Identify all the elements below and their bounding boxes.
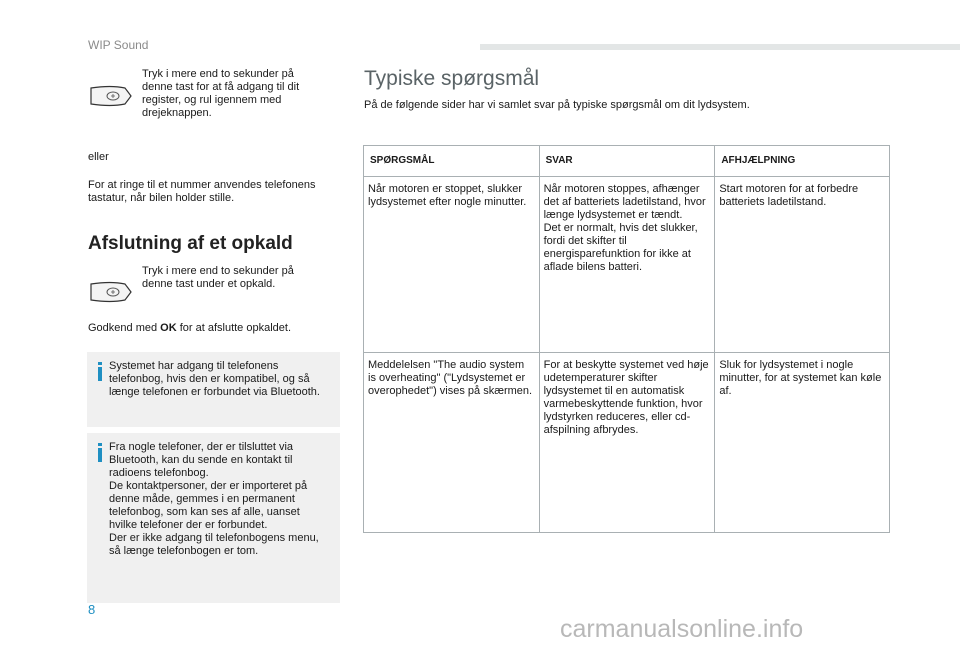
steering-button-icon	[88, 280, 134, 304]
info-note-box	[87, 352, 340, 427]
remedy-cell: Start motoren for at forbedre batteriets ladetilstand.	[715, 177, 890, 353]
or-text: eller	[88, 151, 109, 163]
info-note-text	[109, 441, 330, 558]
info-note-text: Systemet har adgang til telefonens telefonbog, hvis den er kompatibel, og så længe telefonen er forbundet via Bluetooth.	[109, 360, 320, 398]
answer-line: For at beskytte systemet ved høje udetemperaturer skifter lydsystemet til en automatisk varmebeskyttende funktion, hvor lydstyrken reduceres, eller cd-afspilning afbrydes.	[543, 359, 709, 436]
page-number: 8	[88, 602, 96, 617]
ok-key-label: OK	[160, 322, 177, 334]
answer-cell	[539, 177, 715, 353]
column-header: AFHJÆLPNING	[715, 146, 890, 177]
instruction-text-1: Tryk i mere end to sekunder på denne tast for at få adgang til dit register, og rul igennem med drejeknappen.	[142, 68, 300, 119]
column-header: SPØRGSMÅL	[364, 146, 540, 177]
faq-table	[363, 145, 890, 533]
answer-line: Det er normalt, hvis det slukker, fordi det skifter til energisparefunktion for ikke at aflade bilens batteri.	[543, 222, 698, 273]
note-line: Fra nogle telefoner, der er tilsluttet via Bluetooth, kan du sende en kontakt til radioens telefonbog.	[109, 441, 294, 479]
confirm-suffix: for at afslutte opkaldet.	[176, 322, 292, 334]
answer-line: Når motoren stoppes, afhænger det af batteriets ladetilstand, hvor længe lydsystemet er tændt.	[543, 183, 706, 221]
table-row	[364, 353, 890, 533]
page-title: Typiske spørgsmål	[364, 67, 540, 90]
intro-text: På de følgende sider har vi samlet svar på typiske spørgsmål om dit lydsystem.	[364, 99, 750, 111]
answer-cell	[539, 353, 715, 533]
remedy-cell: Sluk for lydsystemet i nogle minutter, for at systemet kan køle af.	[715, 353, 890, 533]
question-cell: Når motoren er stoppet, slukker lydsystemet efter nogle minutter.	[364, 177, 540, 353]
watermark: carmanualsonline.info	[560, 615, 804, 643]
instruction-text-2: Tryk i mere end to sekunder på denne tast under et opkald.	[142, 265, 294, 290]
info-icon	[97, 443, 103, 462]
table-header-row	[364, 146, 890, 177]
dial-keypad-paragraph: For at ringe til et nummer anvendes telefonens tastatur, når bilen holder stille.	[88, 179, 316, 204]
info-note-box	[87, 433, 340, 603]
confirm-prefix: Godkend med	[88, 322, 161, 334]
header-divider	[480, 44, 960, 50]
section-title-end-call: Afslutning af et opkald	[88, 233, 293, 254]
running-header: WIP Sound	[88, 38, 149, 52]
note-line: De kontaktpersoner, der er importeret på denne måde, gemmes i en permanent telefonbog, som kan ses af alle, uanset hvilke telefoner der er forbundet.	[109, 480, 308, 531]
question-cell: Meddelelsen "The audio system is overheating" ("Lydsystemet er overophedet") vises på skærmen.	[364, 353, 540, 533]
note-line: Der er ikke adgang til telefonbogens menu, så længe telefonbogen er tom.	[109, 532, 319, 557]
table-row	[364, 177, 890, 353]
info-icon	[97, 362, 103, 381]
confirm-ok-text	[88, 322, 348, 335]
steering-button-icon	[88, 84, 134, 108]
column-header: SVAR	[539, 146, 715, 177]
